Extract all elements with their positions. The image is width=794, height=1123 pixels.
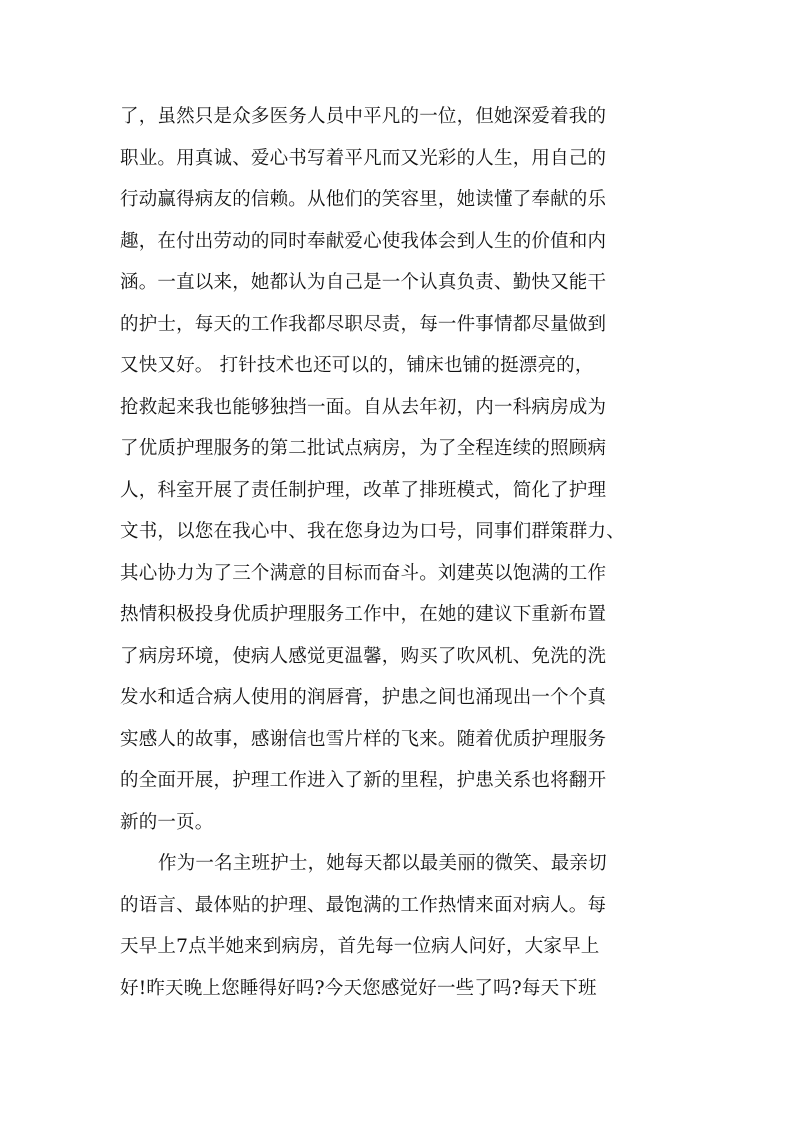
text-line: 抢救起来我也能够独挡一面。自从去年初，内一科病房成为 [120,396,607,418]
text-line: 了，虽然只是众多医务人员中平凡的一位，但她深爱着我的 [120,106,607,127]
text-line: 又快又好。 打针技术也还可以的，铺床也铺的挺漂亮的， [120,355,594,376]
paragraph-first-line: 作为一名主班护士，她每天都以最美丽的微笑、最亲切 [158,853,607,874]
text-line: 其心协力为了三个满意的目标而奋斗。刘建英以饱满的工作 [120,562,607,584]
text-line: 了优质护理服务的第二批试点病房，为了全程连续的照顾病 [120,438,607,459]
text-line: 人，科室开展了责任制护理，改革了排班模式，简化了护理 [120,479,607,501]
text-line: 实感人的故事，感谢信也雪片样的飞来。随着优质护理服务 [120,728,607,750]
text-line: 天早上7点半她来到病房，首先每一位病人问好，大家早上 [120,936,600,957]
text-line: 好!昨天晚上您睡得好吗?今天您感觉好一些了吗?每天下班 [120,977,597,999]
text-line: 的护士，每天的工作我都尽职尽责，每一件事情都尽量做到 [120,313,607,335]
text-line: 发水和适合病人使用的润唇膏，护患之间也涌现出一个个真 [120,687,607,708]
text-line: 新的一页。 [120,811,214,833]
text-line: 职业。用真诚、爱心书写着平凡而又光彩的人生，用自己的 [120,147,607,169]
body-text [120,96,680,1009]
text-line: 涵。一直以来，她都认为自己是一个认真负责、勤快又能干 [120,272,607,293]
text-line: 行动赢得病友的信赖。从他们的笑容里，她读懂了奉献的乐 [120,189,607,210]
text-line: 趣，在付出劳动的同时奉献爱心使我体会到人生的价值和内 [120,230,607,252]
text-line: 文书，以您在我心中、我在您身边为口号，同事们群策群力、 [120,521,625,542]
text-line: 热情积极投身优质护理服务工作中，在她的建议下重新布置 [120,604,607,625]
text-line: 的全面开展，护理工作进入了新的里程，护患关系也将翻开 [120,770,607,791]
text-line: 了病房环境，使病人感觉更温馨，购买了吹风机、免洗的洗 [120,645,607,667]
text-line: 的语言、最体贴的护理、最饱满的工作热情来面对病人。每 [120,894,607,916]
